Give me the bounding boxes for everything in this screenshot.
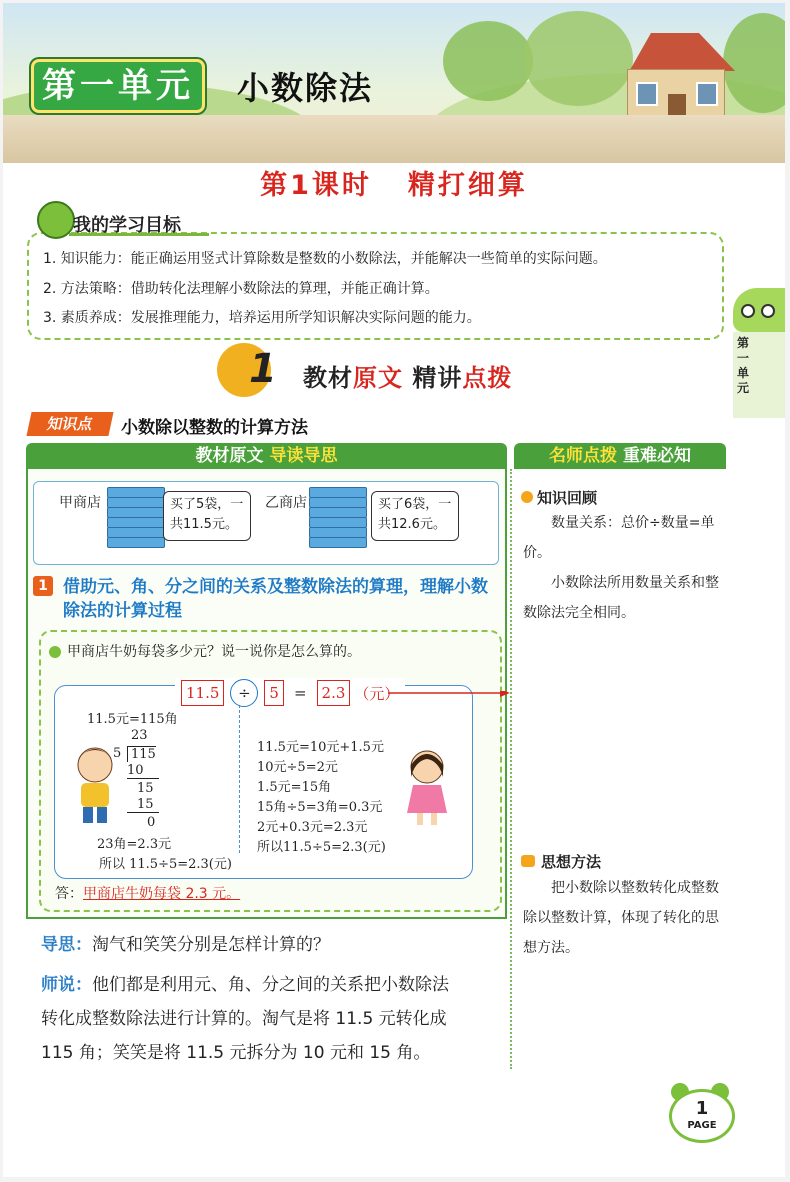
milk-bags-icon (309, 487, 367, 557)
unit-title (31, 61, 373, 111)
dividend-box: 11.5 (181, 680, 224, 706)
goal-item: 1. 知识能力：能正确运用竖式计算除数是整数的小数除法，并能解决一些简单的实际问题。 (43, 251, 607, 267)
lesson-name: 精打细算 (407, 170, 528, 201)
teacher-explanation-cont: 转化成整数除法进行计算的。淘气是将 11.5 元转化成 (41, 1009, 447, 1029)
long-division-dividend: 115 (127, 746, 156, 762)
section-title (303, 358, 512, 393)
equation (175, 678, 405, 708)
boy-taoqi-illustration (69, 745, 121, 825)
page-number: 1 (695, 1098, 709, 1119)
answer-text: 甲商店牛奶每袋 2.3 元。 (83, 886, 241, 902)
split-line: 2元+0.3元=2.3元 (257, 820, 368, 835)
answer-line (55, 883, 240, 903)
split-line: 10元÷5=2元 (257, 760, 338, 775)
shop-b-name: 乙商店 (265, 495, 307, 511)
unit-subtitle: 小数除法 (237, 69, 374, 107)
section-number: 1 (249, 346, 277, 392)
split-line: 11.5元=10元+1.5元 (257, 740, 384, 755)
girl-xiaoxiao-illustration (399, 747, 455, 827)
step-text: 借助元、角、分之间的关系及整数除法的算理，理解小数除法的计算过程 (63, 577, 488, 621)
goal-item: 2. 方法策略：借助转化法理解小数除法的算理，并能正确计算。 (43, 281, 439, 297)
method-divider (239, 705, 240, 853)
teacher-explanation-cont: 115 角；笑笑是将 11.5 元拆分为 10 元和 15 角。 (41, 1043, 431, 1063)
review-text: 数量关系：总价÷数量=单价。 (523, 515, 715, 561)
learning-goals-box (27, 232, 724, 340)
method-heading: 思想方法 (541, 853, 602, 871)
knowledge-point-tag: 知识点 (26, 412, 113, 436)
unit-header-banner (3, 3, 785, 163)
answer-label: 答： (55, 886, 83, 902)
quotient: 23 (131, 728, 148, 743)
guide-question (41, 928, 330, 962)
unit-label: 第一单元 (31, 59, 205, 113)
knowledge-point-title: 小数除以整数的计算方法 (121, 418, 308, 438)
subtract-1: 10 (127, 763, 159, 779)
step-number: 1 (33, 576, 53, 596)
teacher-explanation (41, 968, 449, 1002)
page-label: PAGE (687, 1120, 717, 1131)
split-line: 所以11.5÷5=2.3(元) (257, 840, 386, 855)
guide-lead: 导思： (41, 935, 92, 955)
divisor-box: 5 (264, 680, 284, 706)
bar-label: 重难必知 (617, 446, 691, 466)
long-division-divisor: 5 (113, 746, 122, 761)
shop-b-speech: 买了6袋，一共12.6元。 (371, 491, 459, 541)
remainder-1: 15 (137, 781, 154, 796)
review-heading: 知识回顾 (537, 489, 598, 507)
result-box: 2.3 (317, 680, 351, 706)
tree-shape (443, 21, 533, 101)
column-divider (510, 469, 512, 1069)
conversion-back: 23角=2.3元 (97, 837, 172, 852)
connector-arrow (388, 691, 513, 701)
section-title-part: 原文 (353, 364, 403, 392)
lightbulb-icon (521, 491, 533, 503)
section-title-part: 点拨 (462, 364, 513, 392)
milk-bags-icon (107, 487, 165, 557)
split-line: 1.5元=15角 (257, 780, 332, 795)
section-title-part: 精讲 (403, 364, 463, 392)
shop-a-name: 甲商店 (59, 495, 101, 511)
section-title-part: 教材 (303, 364, 353, 392)
page-number-badge (669, 1089, 735, 1143)
split-line: 15角÷5=3角=0.3元 (257, 800, 383, 815)
lesson-number: 第1课时 (260, 170, 372, 201)
page (3, 3, 785, 1177)
teacher-tips-bar (514, 443, 726, 469)
conversion-line: 11.5元=115角 (87, 712, 178, 727)
thumbs-up-icon (521, 855, 535, 867)
lesson-title (3, 163, 785, 202)
bar-label-highlight: 导读导思 (269, 446, 338, 466)
guide-text: 淘气和笑笑分别是怎样计算的？ (92, 935, 330, 955)
goals-heading: 我的学习目标 (73, 215, 181, 236)
terrace-floor (3, 115, 785, 163)
side-tab-label: 第一单元 (737, 336, 750, 395)
method-text: 把小数除以整数转化成整数除以整数计算，体现了转化的思想方法。 (523, 880, 719, 956)
goal-item: 3. 素质养成：发展推理能力，培养运用所学知识解决实际问题的能力。 (43, 310, 481, 326)
teacher-text: 他们都是利用元、角、分之间的关系把小数除法 (92, 975, 449, 995)
review-text: 小数除法所用数量关系和整数除法完全相同。 (523, 575, 719, 621)
equals-sign: = (293, 684, 307, 702)
bar-label: 教材原文 (195, 446, 270, 466)
subtract-2: 15 (127, 797, 159, 813)
bar-label-highlight: 名师点拨 (549, 446, 618, 466)
remainder-2: 0 (147, 815, 156, 830)
frog-head-icon (733, 288, 785, 332)
bullet-icon (49, 646, 61, 658)
teacher-lead: 师说： (41, 975, 92, 995)
textbook-bar (26, 443, 507, 469)
unit-side-tab (733, 288, 785, 418)
left-conclusion: 所以 11.5÷5=2.3(元) (99, 857, 232, 872)
divide-sign: ÷ (230, 679, 258, 707)
shop-a-speech: 买了5袋，一共11.5元。 (163, 491, 251, 541)
unit-label: （元） (354, 684, 400, 703)
question-text: 甲商店牛奶每袋多少元？说一说你是怎么算的。 (67, 644, 361, 660)
